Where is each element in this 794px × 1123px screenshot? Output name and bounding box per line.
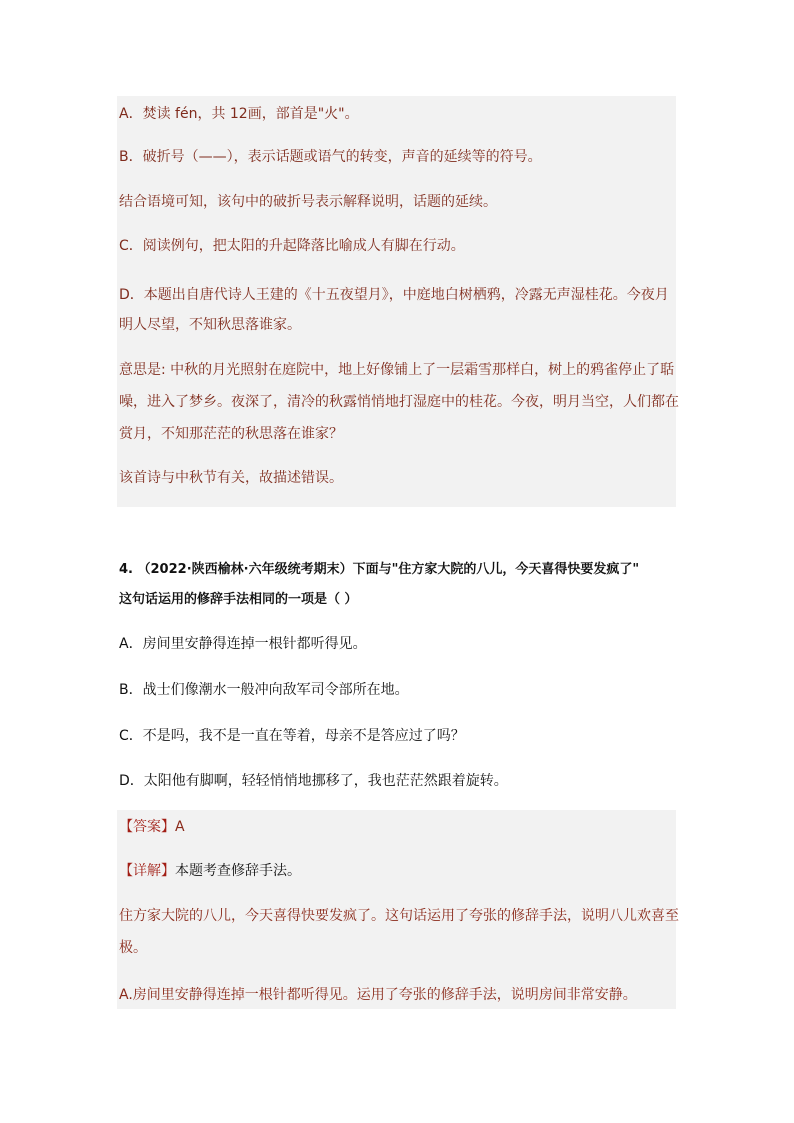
explanation-line: 结合语境可知，该句中的破折号表示解释说明，话题的延续。: [119, 194, 497, 210]
explanation-line: B．破折号（——），表示话题或语气的转变，声音的延续等的符号。: [119, 149, 542, 165]
option-b: B．战士们像潮水一般冲向敌军司令部所在地。: [119, 682, 409, 698]
explanation-line: C．阅读例句，把太阳的升起降落比喻成人有脚在行动。: [119, 238, 465, 254]
option-d: D．太阳他有脚啊，轻轻悄悄地挪移了，我也茫茫然跟着旋转。: [119, 773, 508, 789]
detail-text: 本题考查修辞手法。: [175, 863, 301, 879]
option-c: C．不是吗，我不是一直在等着，母亲不是答应过了吗？: [119, 728, 465, 744]
explanation-line: 噪，进入了梦乡。夜深了，清冷的秋露悄悄地打湿庭中的桂花。今夜，明月当空，人们都在: [119, 394, 679, 410]
detail-explanation: A.房间里安静得连掉一根针都听得见。运用了夸张的修辞手法，说明房间非常安静。: [119, 987, 637, 1003]
question-title: 4. （2022·陕西榆林·六年级统考期末）下面与"住方家大院的八儿，今天喜得快要发疯了": [119, 562, 640, 577]
detail-explanation: 住方家大院的八儿，今天喜得快要发疯了。这句话运用了夸张的修辞手法，说明八儿欢喜至: [119, 908, 679, 924]
explanation-line: 赏月，不知那茫茫的秋思落在谁家？: [119, 426, 343, 442]
explanation-line: A．焚读 fén，共 12画，部首是"火"。: [119, 106, 359, 122]
answer-label: 【答案】: [119, 819, 175, 835]
question-title: 这句话运用的修辞手法相同的一项是（ ）: [119, 592, 358, 607]
detail-line: [119, 861, 301, 881]
option-a: A．房间里安静得连掉一根针都听得见。: [119, 636, 367, 652]
answer-value: A: [175, 819, 185, 835]
explanation-line: 该首诗与中秋节有关，故描述错误。: [119, 470, 343, 486]
explanation-line: 明人尽望，不知秋思落谁家。: [119, 317, 301, 333]
answer-line: [119, 817, 185, 837]
detail-label: 【详解】: [119, 863, 175, 879]
explanation-line: D．本题出自唐代诗人王建的《十五夜望月》，中庭地白树栖鸦，冷露无声湿桂花。今夜月: [119, 287, 669, 303]
detail-explanation: 极。: [119, 940, 147, 956]
explanation-line: 意思是: 中秋的月光照射在庭院中，地上好像铺上了一层霜雪那样白，树上的鸦雀停止了聒: [119, 362, 675, 378]
